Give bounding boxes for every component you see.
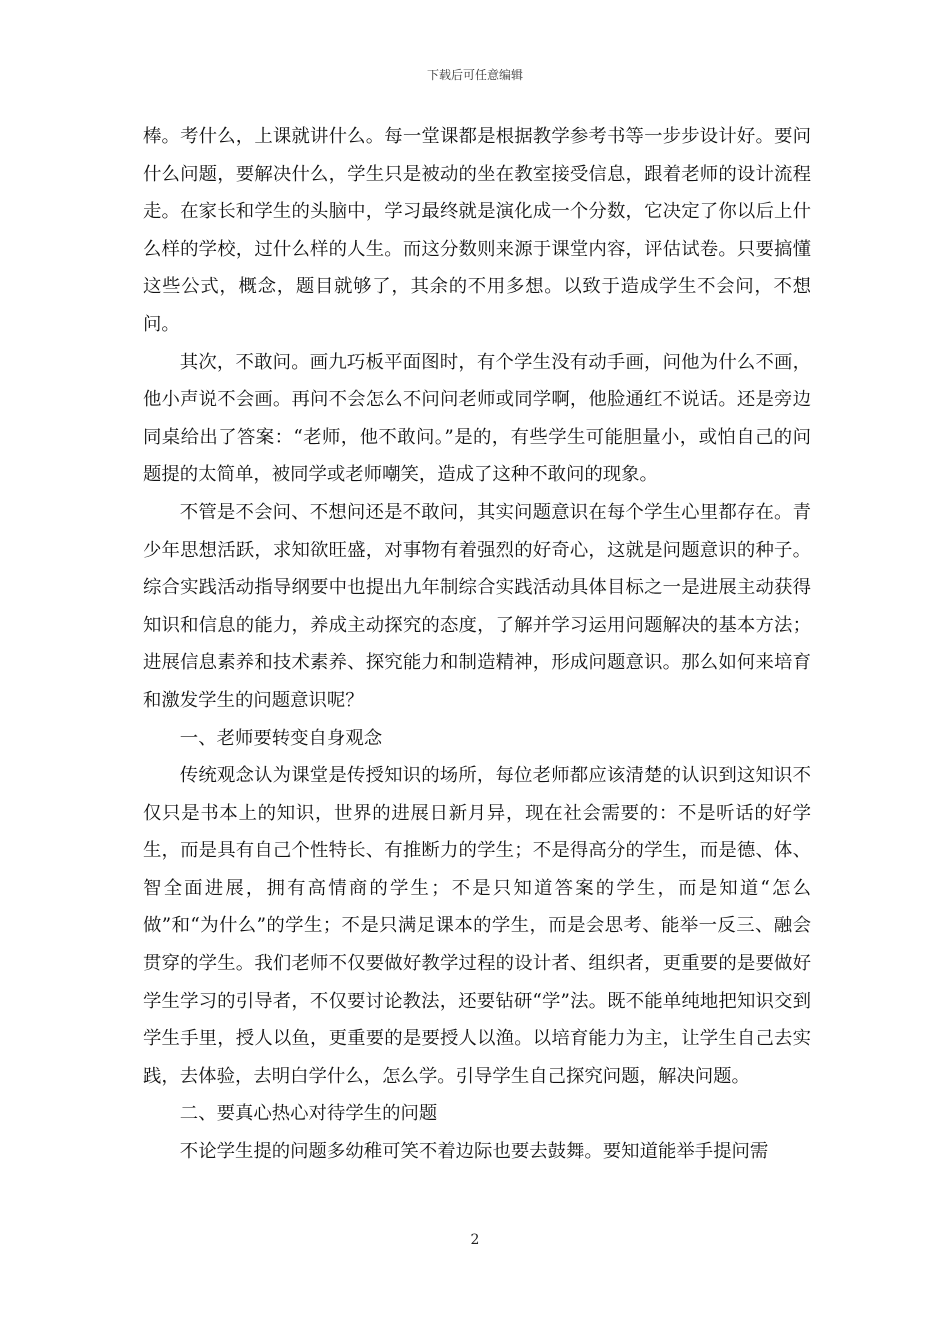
- page-number: 2: [470, 1232, 480, 1248]
- paragraph-encourage-questions: 不论学生提的问题多幼稚可笑不着边际也要去鼓舞。要知道能举手提问需: [179, 1141, 769, 1163]
- paragraph-question-awareness: 不管是不会问、不想问还是不敢问，其实问题意识在每个学生心里都存在。青少年思想活跃，求知欲旺盛，对事物有着强烈的好奇心，这就是问题意识的种子。综合实践活动指导纲要中也提出九年制综合实践活动具体目标之一是进展主动获得知识和信息的能力，养成主动探究的态度，了解并学习运用问题解决的基本方法；进展信息素养和技术素养、探究能力和制造精神，形成问题意识。那么如何来培育和激发学生的问题意识呢？: [143, 501, 811, 711]
- section-heading-2: 二、要真心热心对待学生的问题: [179, 1103, 438, 1125]
- paragraph-continuation: 棒。考什么，上课就讲什么。每一堂课都是根据教学参考书等一步步设计好。要问什么问题，要解决什么，学生只是被动的坐在教室接受信息，跟着老师的设计流程走。在家长和学生的头脑中，学习最终就是演化成一个分数，它决定了你以后上什么样的学校，过什么样的人生。而这分数则来源于课堂内容，评估试卷。只要搞懂这些公式，概念，题目就够了，其余的不用多想。以致于造成学生不会问，不想问。: [143, 126, 811, 335]
- page-header: 下载后可任意编辑: [426, 68, 523, 82]
- paragraph-not-dare-to-ask: 其次，不敢问。画九巧板平面图时，有个学生没有动手画，问他为什么不画，他小声说不会画。再问不会怎么不问问老师或同学啊，他脸通红不说话。还是旁边同桌给出了答案：“老师，他不敢问。”是的，有些学生可能胆量小，或怕自己的问题提的太简单，被同学或老师嘲笑，造成了这种不敢问的现象。: [143, 351, 811, 486]
- document-body: [143, 118, 811, 1171]
- paragraph-traditional-view: 传统观念认为课堂是传授知识的场所，每位老师都应该清楚的认识到这知识不仅只是书本上的知识，世界的进展日新月异，现在社会需要的：不是听话的好学生，而是具有自己个性特长、有推断力的学生；不是得高分的学生，而是德、体、智全面进展，拥有高情商的学生；不是只知道答案的学生，而是知道“怎么做”和“为什么”的学生；不是只满足课本的学生，而是会思考、能举一反三、融会贯穿的学生。我们老师不仅要做好教学过程的设计者、组织者，更重要的是要做好学生学习的引导者，不仅要讨论教法，还要钻研“学”法。既不能单纯地把知识交到学生手里，授人以鱼，更重要的是要授人以渔。以培育能力为主，让学生自己去实践，去体验，去明白学什么，怎么学。引导学生自己探究问题，解决问题。: [143, 765, 811, 1087]
- section-heading-1: 一、老师要转变自身观念: [179, 727, 383, 749]
